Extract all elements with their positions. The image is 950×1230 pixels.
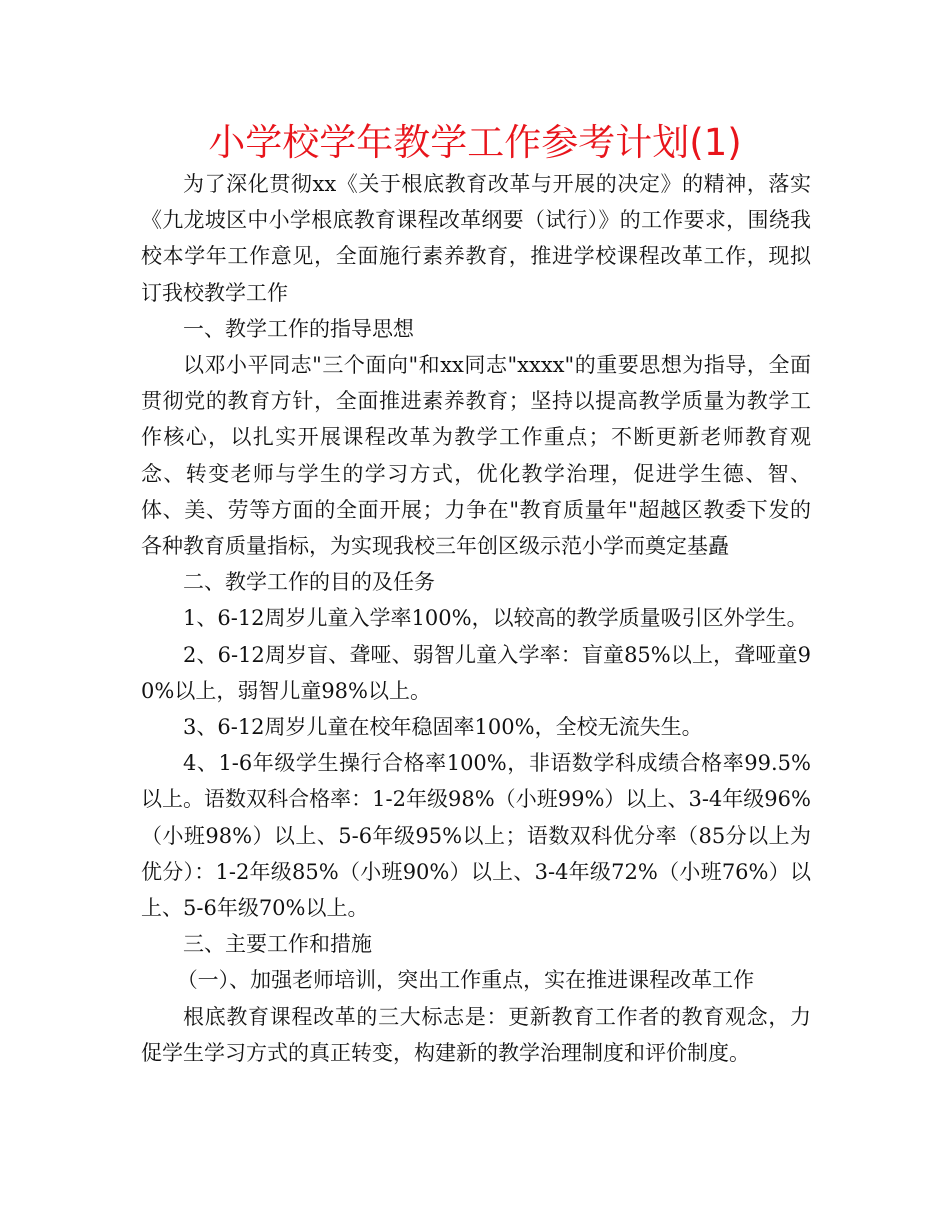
heading-goals-tasks: 二、教学工作的目的及任务	[183, 570, 435, 595]
paragraph-goal-2: 2、6-12周岁盲、聋哑、弱智儿童入学率：盲童85%以上，聋哑童90%以上，弱智儿童98%以上。	[141, 642, 811, 703]
heading-guiding-ideology: 一、教学工作的指导思想	[183, 316, 414, 341]
subheading-teacher-training: （一）、加强老师培训，突出工作重点，实在推进课程改革工作	[176, 968, 755, 993]
paragraph-guiding-ideology: 以邓小平同志"三个面向"和xx同志"xxxx"的重要思想为指导，全面贯彻党的教育方针，全面推进素养教育；坚持以提高教学质量为教学工作核心，以扎实开展课程改革为教学工作重点；不断更新老师教育观念、转变老师与学生的学习方式，优化教学治理，促进学生德、智、体、美、劳等方面的全面开展；力争在"教育质量年"超越区教委下发的各种教育质量指标，为实现我校三年创区级示范小学而奠定基矗	[141, 353, 811, 559]
heading-main-measures: 三、主要工作和措施	[183, 932, 372, 957]
document-title: 小学校学年教学工作参考计划(1)	[208, 121, 742, 164]
paragraph-goal-1: 1、6-12周岁儿童入学率100%，以较高的教学质量吸引区外学生。	[183, 606, 808, 631]
document-body	[141, 166, 811, 1071]
paragraph-reform-markers: 根底教育课程改革的三大标志是：更新教育工作者的教育观念，力促学生学习方式的真正转变，构建新的教学治理制度和评价制度。	[141, 1004, 811, 1065]
paragraph-intro: 为了深化贯彻xx《关于根底教育改革与开展的决定》的精神，落实《九龙坡区中小学根底教育课程改革纲要（试行）》的工作要求，围绕我校本学年工作意见，全面施行素养教育，推进学校课程改革工作，现拟订我校教学工作	[141, 172, 811, 305]
paragraph-goal-3: 3、6-12周岁儿童在校年稳固率100%，全校无流失生。	[183, 715, 703, 740]
paragraph-goal-4: 4、1-6年级学生操行合格率100%，非语数学科成绩合格率99.5%以上。语数双科合格率：1-2年级98%（小班99%）以上、3-4年级96%（小班98%）以上、5-6年级95%以上；语数双科优分率（85分以上为优分）：1-2年级85%（小班90%）以上、3-4年级72%（小班76%）以上、5-6年级70%以上。	[141, 751, 811, 921]
